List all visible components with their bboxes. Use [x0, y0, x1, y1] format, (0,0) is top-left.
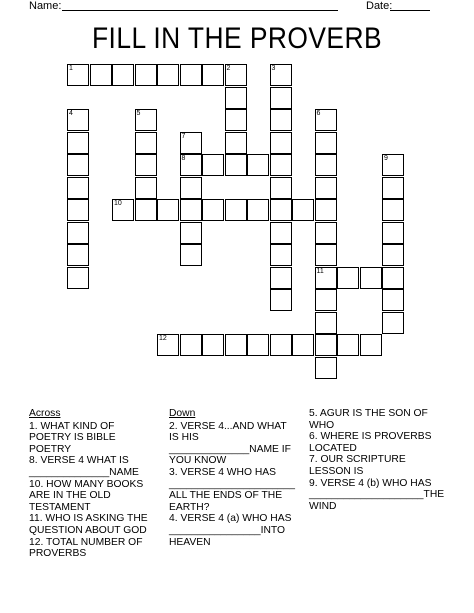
grid-cell[interactable] [67, 109, 89, 131]
clue-number: 2 [226, 65, 231, 72]
across-heading: Across [29, 408, 61, 419]
grid-cell[interactable] [315, 244, 337, 266]
grid-cell[interactable] [315, 312, 337, 334]
grid-cell[interactable] [315, 177, 337, 199]
grid-cell[interactable] [202, 154, 224, 176]
clue-down-6: 6. WHERE IS PROVERBS LOCATED [309, 431, 432, 454]
grid-cell[interactable] [270, 334, 292, 356]
grid-cell[interactable] [315, 357, 337, 379]
grid-cell[interactable] [157, 334, 179, 356]
grid-cell[interactable] [247, 199, 269, 221]
clues-across [29, 408, 159, 560]
clue-number: 9 [384, 155, 388, 162]
grid-cell[interactable] [360, 334, 382, 356]
clue-number: 11 [316, 267, 324, 275]
clues-down-continued [309, 408, 449, 512]
page-title: FILL IN THE PROVERB [91, 22, 383, 55]
grid-cell[interactable] [270, 222, 292, 244]
grid-cell[interactable] [180, 177, 202, 199]
grid-cell[interactable] [315, 132, 337, 154]
grid-cell[interactable] [382, 289, 404, 311]
grid-cell[interactable] [202, 64, 224, 86]
grid-cell[interactable] [135, 132, 157, 154]
date-label: Date: [366, 0, 393, 12]
grid-cell[interactable] [247, 334, 269, 356]
grid-cell[interactable] [270, 64, 292, 86]
grid-cell[interactable] [315, 334, 337, 356]
grid-cell[interactable] [67, 177, 89, 199]
grid-cell[interactable] [247, 154, 269, 176]
grid-cell[interactable] [315, 109, 337, 131]
clue-number: 1 [69, 65, 73, 72]
grid-cell[interactable] [67, 132, 89, 154]
grid-cell[interactable] [270, 289, 292, 311]
clue-number: 8 [181, 155, 186, 162]
grid-cell[interactable] [180, 199, 202, 221]
clue-down-5: 5. AGUR IS THE SON OF WHO [309, 408, 428, 431]
grid-cell[interactable] [225, 64, 247, 86]
clue-number: 5 [136, 110, 141, 117]
grid-cell[interactable] [382, 154, 404, 176]
clue-number: 6 [316, 110, 321, 117]
grid-cell[interactable] [67, 199, 89, 221]
grid-cell[interactable] [225, 132, 247, 154]
grid-cell[interactable] [337, 267, 359, 289]
grid-cell[interactable] [382, 199, 404, 221]
grid-cell[interactable] [180, 244, 202, 266]
clue-down-4: 4. VERSE 4 (a) WHO HAS ________________INTO HEAVEN [169, 513, 292, 548]
clue-down-7: 7. OUR SCRIPTURE LESSON IS [309, 454, 406, 477]
grid-cell[interactable] [315, 289, 337, 311]
grid-cell[interactable] [315, 267, 337, 289]
grid-cell[interactable] [67, 222, 89, 244]
grid-cell[interactable] [180, 334, 202, 356]
grid-cell[interactable] [135, 109, 157, 131]
grid-cell[interactable] [180, 64, 202, 86]
grid-cell[interactable] [315, 222, 337, 244]
clue-across-10: 10. HOW MANY BOOKS ARE IN THE OLD TESTAMENT [29, 478, 144, 513]
grid-cell[interactable] [135, 199, 157, 221]
grid-cell[interactable] [270, 154, 292, 176]
grid-cell[interactable] [292, 199, 314, 221]
clue-across-8: 8. VERSE 4 WHAT IS ______________NAME [29, 455, 139, 478]
grid-cell[interactable] [270, 109, 292, 131]
name-label: Name: [29, 0, 62, 12]
grid-cell[interactable] [225, 109, 247, 131]
grid-cell[interactable] [90, 64, 112, 86]
grid-cell[interactable] [382, 267, 404, 289]
grid-cell[interactable] [270, 132, 292, 154]
grid-cell[interactable] [315, 154, 337, 176]
grid-cell[interactable] [135, 154, 157, 176]
clue-across-12: 12. TOTAL NUMBER OF PROVERBS [29, 536, 143, 560]
grid-cell[interactable] [270, 87, 292, 109]
grid-cell[interactable] [382, 312, 404, 334]
clue-down-3: 3. VERSE 4 WHO HAS ______________________ ALL THE ENDS OF THE EARTH? [169, 466, 295, 513]
grid-cell[interactable] [225, 87, 247, 109]
grid-cell[interactable] [315, 199, 337, 221]
down-heading: Down [169, 408, 196, 419]
grid-cell[interactable] [67, 64, 89, 86]
grid-cell[interactable] [225, 154, 247, 176]
grid-cell[interactable] [270, 267, 292, 289]
grid-cell[interactable] [292, 334, 314, 356]
grid-cell[interactable] [202, 199, 224, 221]
grid-cell[interactable] [382, 244, 404, 266]
grid-cell[interactable] [337, 334, 359, 356]
clue-number: 10 [114, 200, 122, 207]
grid-cell[interactable] [135, 64, 157, 86]
grid-cell[interactable] [270, 244, 292, 266]
grid-cell[interactable] [112, 199, 134, 221]
grid-cell[interactable] [270, 199, 292, 221]
clue-number: 3 [271, 65, 276, 72]
clue-number: 7 [181, 132, 186, 140]
clues-down [169, 408, 294, 548]
grid-cell[interactable] [225, 199, 247, 221]
grid-cell[interactable] [157, 64, 179, 86]
grid-cell[interactable] [157, 199, 179, 221]
grid-cell[interactable] [225, 334, 247, 356]
clue-number: 12 [159, 335, 167, 342]
clue-across-1: 1. WHAT KIND OF POETRY IS BIBLE POETRY [29, 420, 116, 455]
grid-cell[interactable] [135, 177, 157, 199]
clue-number: 4 [69, 110, 73, 117]
clue-down-2: 2. VERSE 4...AND WHAT IS HIS ______________NAME IF YOU KNOW [169, 420, 291, 467]
grid-cell[interactable] [67, 267, 89, 289]
grid-cell[interactable] [67, 154, 89, 176]
clue-down-9: 9. VERSE 4 (b) WHO HAS ____________________THE WIND [309, 477, 445, 512]
clue-across-11: 11. WHO IS ASKING THE QUESTION ABOUT GOD [29, 513, 148, 536]
grid-cell[interactable] [180, 154, 202, 176]
grid-cell[interactable] [180, 132, 202, 154]
grid-cell[interactable] [382, 222, 404, 244]
grid-cell[interactable] [180, 222, 202, 244]
grid-cell[interactable] [202, 334, 224, 356]
grid-cell[interactable] [382, 177, 404, 199]
grid-cell[interactable] [360, 267, 382, 289]
grid-cell[interactable] [270, 177, 292, 199]
grid-cell[interactable] [67, 244, 89, 266]
grid-cell[interactable] [112, 64, 134, 86]
